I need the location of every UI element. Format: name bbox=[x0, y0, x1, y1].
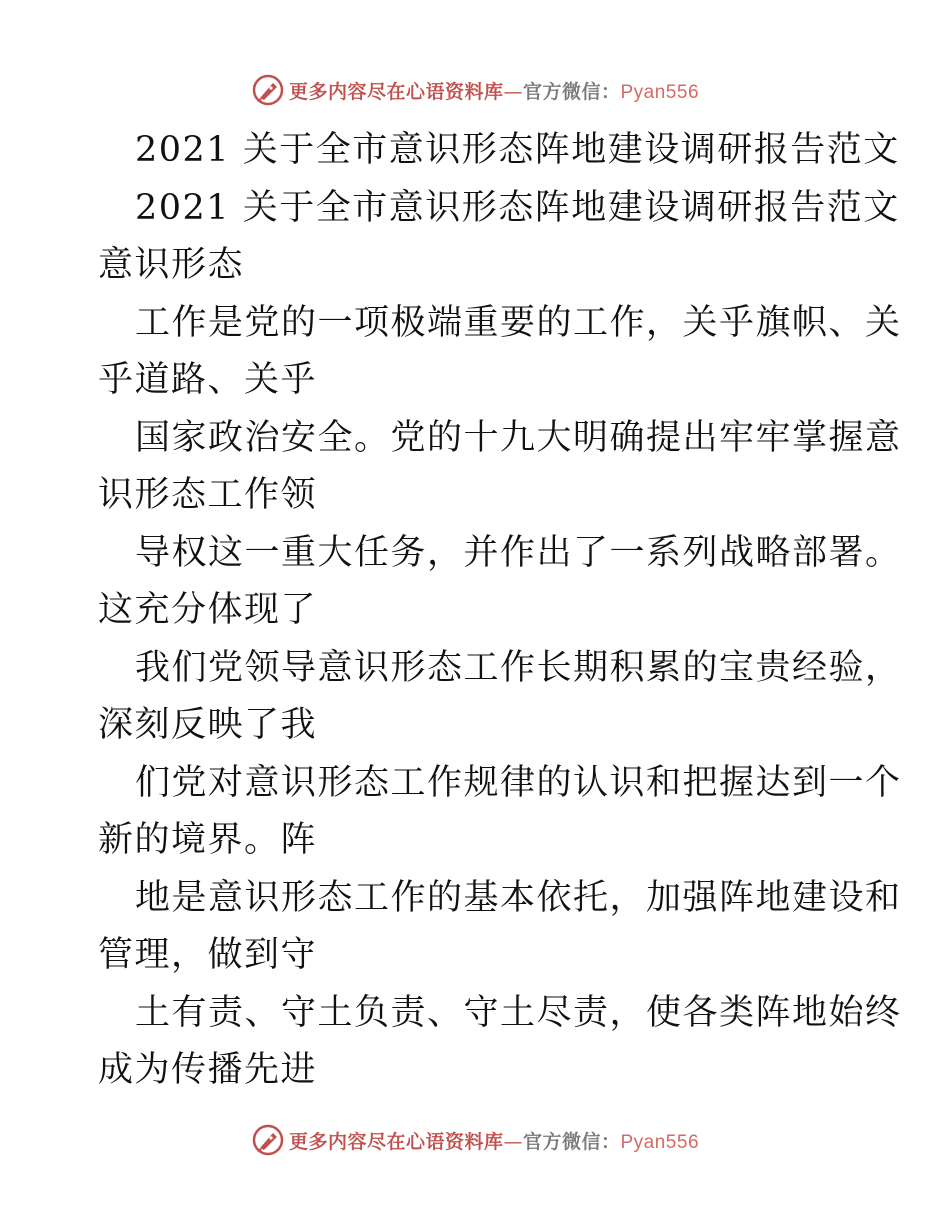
banner-text bbox=[289, 1127, 699, 1154]
text-line: 识形态工作领 bbox=[98, 475, 318, 515]
banner-wechat-id: Pyan556 bbox=[620, 1131, 700, 1153]
banner-wechat-label: 官方微信： bbox=[522, 80, 621, 103]
text-line: 土有责、守土负责、守土尽责，使各类阵地始终 bbox=[135, 992, 902, 1033]
text-line: 我们党领导意识形态工作长期积累的宝贵经验， bbox=[135, 647, 902, 688]
text-line: 管理，做到守 bbox=[98, 935, 318, 975]
banner-site: 更多内容尽在心语资料库 bbox=[288, 80, 504, 103]
banner-text bbox=[289, 77, 699, 104]
text-line: 深刻反映了我 bbox=[98, 705, 318, 745]
header-banner bbox=[0, 70, 950, 110]
text-line: 这充分体现了 bbox=[98, 590, 318, 630]
footer-banner bbox=[0, 1120, 950, 1160]
banner-wechat-label: 官方微信： bbox=[522, 1130, 621, 1153]
banner-dash: — bbox=[503, 80, 523, 103]
text-line: 2021 关于全市意识形态阵地建设调研报告范文 bbox=[135, 130, 900, 170]
pen-nib-circle-icon bbox=[251, 1123, 285, 1157]
document-body bbox=[98, 122, 902, 1100]
text-line: 国家政治安全。党的十九大明确提出牢牢掌握意 bbox=[135, 417, 902, 458]
text-line: 们党对意识形态工作规律的认识和把握达到一个 bbox=[135, 762, 902, 803]
banner-site: 更多内容尽在心语资料库 bbox=[288, 1130, 504, 1153]
text-line: 意识形态 bbox=[98, 245, 245, 285]
text-line: 地是意识形态工作的基本依托，加强阵地建设和 bbox=[135, 877, 902, 918]
text-line: 新的境界。阵 bbox=[98, 820, 318, 860]
banner-dash: — bbox=[503, 1130, 523, 1153]
text-line: 成为传播先进 bbox=[98, 1050, 318, 1090]
text-line: 导权这一重大任务，并作出了一系列战略部署。 bbox=[135, 532, 902, 573]
text-line: 工作是党的一项极端重要的工作，关乎旗帜、关 bbox=[135, 302, 902, 343]
text-line: 2021 关于全市意识形态阵地建设调研报告范文 bbox=[135, 187, 900, 228]
pen-nib-circle-icon bbox=[251, 73, 285, 107]
banner-wechat-id: Pyan556 bbox=[620, 81, 700, 103]
text-line: 乎道路、关乎 bbox=[98, 360, 318, 400]
